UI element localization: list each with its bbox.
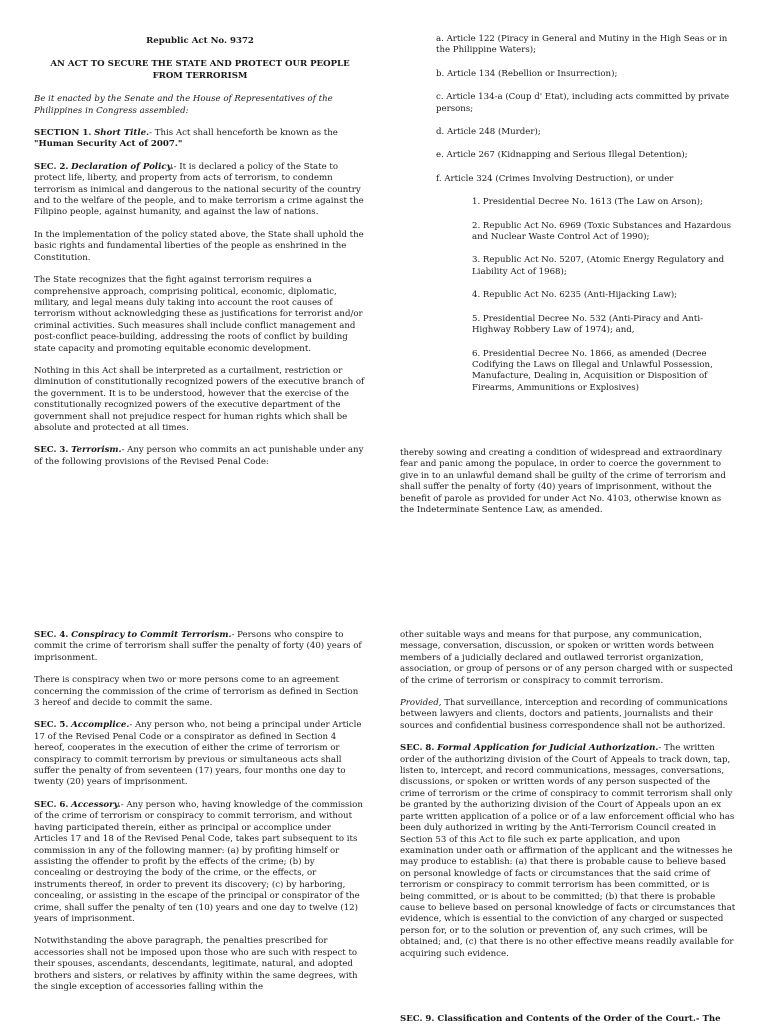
act-short-name: "Human Security Act of 2007." bbox=[34, 139, 183, 150]
decree-item: 6. Presidential Decree No. 1866, as amended (Decree Codifying the Laws on Illegal and Unlawful Possession, Manufacture, Dealing in, Acquisition or Disposition of Firearms, Ammunitions or Explosives) bbox=[472, 348, 713, 393]
page-two bbox=[0, 620, 768, 1024]
paragraph-notwithstanding: Notwithstanding the above paragraph, the penalties prescribed for accessories shall not be imposed upon those who are such with respect to their spouses, ascendants, descendants, legitimate, natural, and adopted brothers and sisters, or relatives by affinity within the same degrees, with the single exception of accessories falling within the bbox=[34, 936, 358, 992]
section-text: - Any person who, not being a principal under Article 17 of the Revised Penal Code or a conspirator as defined in Section 4 hereof, cooperates in the execution of either the crime of terrorism or conspiracy to commit terrorism by previous or simultaneous acts shall suffer the penalty of from seventeen (17) years, four months one day to twenty (20) years of imprisonment. bbox=[34, 720, 362, 788]
act-title: AN ACT TO SECURE THE STATE AND PROTECT OUR PEOPLE FROM TERRORISM bbox=[50, 59, 350, 81]
section-title: Terrorism. bbox=[71, 445, 122, 456]
section-label: SEC. 6. bbox=[34, 799, 69, 810]
section-label: SEC. 2. bbox=[34, 161, 69, 172]
decree-item: 5. Presidential Decree No. 532 (Anti-Piracy and Anti-Highway Robbery Law of 1974); and, bbox=[472, 313, 704, 336]
paragraph-provided bbox=[400, 698, 736, 732]
paragraph-other-means: other suitable ways and means for that purpose, any communication, message, conversation, discussion, or spoken or written words between members of a judicially declared and outlawed terrorist organization, association, or group of persons or of any person charged with or suspected of the crime of terrorism or conspiracy to commit terrorism. bbox=[400, 630, 733, 686]
decree-item: 1. Presidential Decree No. 1613 (The Law on Arson); bbox=[472, 197, 703, 208]
section-title: Declaration of Policy. bbox=[71, 161, 174, 172]
republic-act-number: Republic Act No. 9372 bbox=[146, 36, 254, 46]
decree-item: 2. Republic Act No. 6969 (Toxic Substances and Hazardous and Nuclear Waste Control Act of 1990); bbox=[472, 220, 731, 243]
preamble: Be it enacted by the Senate and the House of Representatives of the Philippines in Congress assembled: bbox=[34, 94, 333, 116]
provided-word: Provided, bbox=[400, 698, 442, 709]
section-text: - It is declared a policy of the State to protect life, liberty, and property from acts of terrorism, to condemn terrorism as inimical and dangerous to the national security of the country and to the welfare of the people, and to make terrorism a crime against the Filipino people, against humanity, and against the law of nations. bbox=[34, 161, 364, 218]
section-title: Formal Application for Judicial Authorization. bbox=[437, 743, 659, 754]
page-two-left-column bbox=[34, 630, 364, 1004]
decree-item: 4. Republic Act No. 6235 (Anti-Hijacking Law); bbox=[472, 290, 678, 301]
paragraph-nothing: Nothing in this Act shall be interpreted as a curtailment, restriction or diminution of constitutionally recognized powers of the executive branch of the government. It is to be understood, however that the exercise of the constitutionally recognized powers of the executive department of the government shall not prejudice respect for human rights which shall be absolute and protected at all times. bbox=[34, 365, 365, 433]
section-text: - The written order of the authorizing division of the Court of Appeals to track down, tap, listen to, intercept, and record communications, messages, conversations, discussions, or spoken or written words of any person suspected of the crime of terrorism or the crime of conspiracy to commit terrorism shall only be granted by the authorizing division of the Court of Appeals upon an ex parte written application of a police or of a law enforcement official who has been duly authorized in writing by the Anti-Terrorism Council created in Section 53 of this Act to file such ex parte application, and upon examination under oath or affirmation of the applicant and the witnesses he may produce to establish: (a) that there is probable cause to believe based on personal knowledge of facts or circumstances that the said crime of terrorism or conspiracy to commit terrorism has been committed, or is being committed, or is about to be committed; (b) that there is probable cause to believe based on personal knowledge of facts or circumstances that evidence, which is essential to the conviction of any charged or suspected person for, or to the solution or prevention of, any such crimes, will be obtained; and, (c) that there is no other effective means readily available for acquiring such evidence. bbox=[400, 743, 736, 959]
section-label: SEC. 4. bbox=[34, 630, 69, 640]
section-text: - This Act shall henceforth be known as the bbox=[149, 128, 338, 139]
paragraph-thereby: thereby sowing and creating a condition of widespread and extraordinary fear and panic among the populace, in order to coerce the government to give in to an unlawful demand shall be guilty of the crime of terrorism and shall suffer the penalty of forty (40) years of imprisonment, without the benefit of parole as provided for under Act No. 4103, otherwise known as the Indeterminate Sentence Law, as amended. bbox=[400, 448, 726, 516]
section-text: - Any person who, having knowledge of the commission of the crime of terrorism or conspiracy to commit terrorism, and without having participated therein, either as principal or accomplice under Articles 17 and 18 of the Revised Penal Code, takes part subsequent to its commission in any of the following manner: (a) by profiting himself or assisting the offender to profit by the effects of the crime; (b) by concealing or destroying the body of the crime, or the effects, or instruments thereof, in order to prevent its discovery; (c) by harboring, concealing, or assisting in the escape of the principal or conspirator of the crime, shall suffer the penalty of ten (10) years and one day to twelve (12) years of imprisonment. bbox=[34, 799, 363, 924]
article-item: b. Article 134 (Rebellion or Insurrection); bbox=[436, 68, 618, 79]
page-two-right-column bbox=[400, 630, 736, 971]
page-one-right-column bbox=[436, 34, 736, 406]
article-item: c. Article 134-a (Coup d' Etat), including acts committed by private persons; bbox=[436, 92, 730, 114]
provided-text: That surveillance, interception and recording of communications between lawyers and clients, doctors and patients, journalists and their sources and confidential business correspondence shall not be authorized. bbox=[400, 698, 728, 731]
section-5 bbox=[34, 720, 364, 788]
decree-item: 3. Republic Act No. 5207, (Atomic Energy Regulatory and Liability Act of 1968); bbox=[472, 255, 725, 277]
section-4 bbox=[34, 630, 364, 664]
paragraph-conspiracy: There is conspiracy when two or more persons come to an agreement concerning the commission of the crime of terrorism as defined in Section 3 hereof and decide to commit the same. bbox=[34, 675, 359, 709]
article-item: e. Article 267 (Kidnapping and Serious Illegal Detention); bbox=[436, 150, 688, 161]
page-one-left-column bbox=[34, 36, 366, 479]
article-item: d. Article 248 (Murder); bbox=[436, 127, 541, 138]
section-3 bbox=[34, 445, 366, 468]
section-2 bbox=[34, 162, 366, 219]
section-text: - Any person who commits an act punishable under any of the following provisions of the Revised Penal Code: bbox=[34, 445, 364, 467]
section-label: SEC. 5. bbox=[34, 720, 69, 731]
section-title: Accessory. bbox=[71, 799, 121, 810]
page-one-right-lower bbox=[400, 448, 736, 527]
section-label: SEC. 8. bbox=[400, 743, 435, 754]
article-item: a. Article 122 (Piracy in General and Mutiny in the High Seas or in the Philippine Waters); bbox=[436, 34, 728, 56]
section-label: SEC. 3. bbox=[34, 445, 69, 456]
paragraph-recognizes: The State recognizes that the fight against terrorism requires a comprehensive approach, comprising political, economic, diplomatic, military, and legal means duly taking into account the root causes of terrorism without acknowledging these as justifications for terrorist and/or criminal activities. Such measures shall include conflict management and post-conflict peace-building, addressing the roots of conflict by building state capacity and promoting equitable economic development. bbox=[34, 275, 363, 354]
section-title: Accomplice. bbox=[71, 720, 130, 731]
article-item: f. Article 324 (Crimes Involving Destruction), or under bbox=[436, 173, 674, 184]
section-8 bbox=[400, 743, 736, 960]
section-9-heading-cutoff: SEC. 9. Classification and Contents of the Order of the Court.- The bbox=[400, 1014, 721, 1024]
paragraph-implementation: In the implementation of the policy stated above, the State shall uphold the basic rights and fundamental liberties of the people as enshrined in the Constitution. bbox=[34, 229, 364, 263]
section-6 bbox=[34, 800, 364, 925]
section-title: Short Title. bbox=[94, 128, 150, 139]
section-1 bbox=[34, 128, 366, 151]
section-label: SECTION 1. bbox=[34, 128, 92, 139]
section-text: - Persons who conspire to commit the crime of terrorism shall suffer the penalty of forty (40) years of imprisonment. bbox=[34, 630, 362, 663]
section-title: Conspiracy to Commit Terrorism. bbox=[71, 630, 232, 640]
